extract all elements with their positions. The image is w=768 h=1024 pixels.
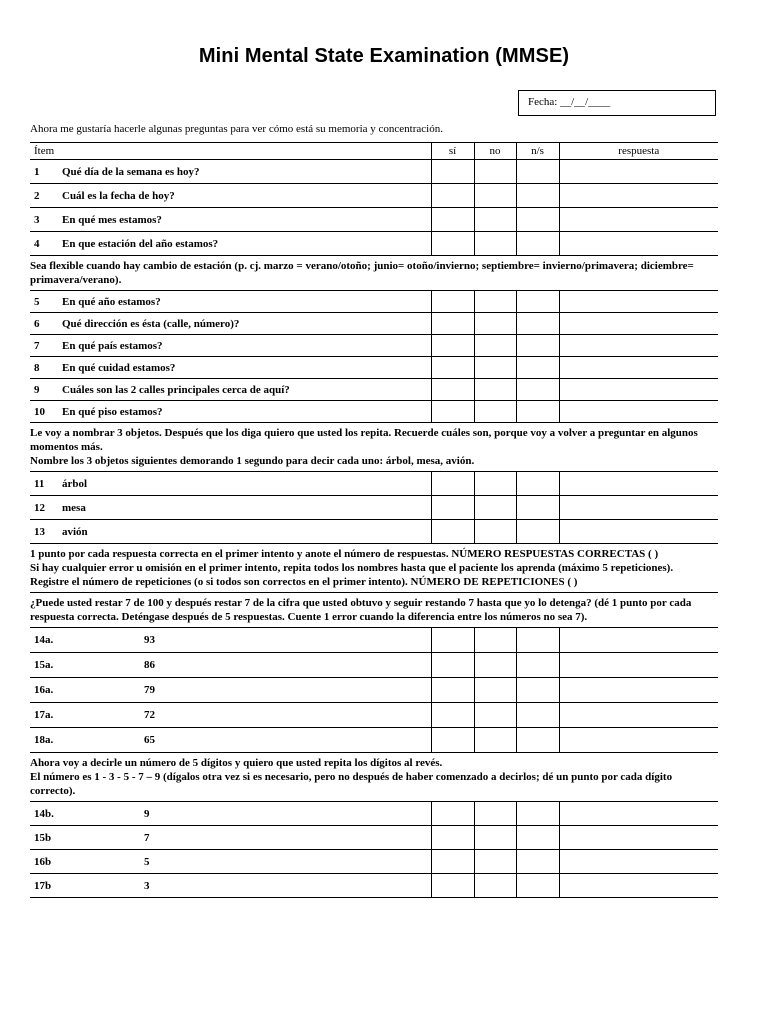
answer-response-cell[interactable] xyxy=(559,520,718,544)
item-question: mesa xyxy=(62,501,86,514)
table-row xyxy=(30,520,718,544)
item-number: 3 xyxy=(34,213,40,226)
table-row xyxy=(30,703,718,728)
answer-response-cell[interactable] xyxy=(559,379,718,401)
answer-si-cell[interactable] xyxy=(431,496,474,520)
answer-si-cell[interactable] xyxy=(431,379,474,401)
answer-si-cell[interactable] xyxy=(431,208,474,232)
answer-response-cell[interactable] xyxy=(559,232,718,256)
answer-si-cell[interactable] xyxy=(431,291,474,313)
table-row xyxy=(30,232,718,256)
expected-value: 9 xyxy=(144,807,150,820)
table-row xyxy=(30,472,718,496)
points-instruction: 1 punto por cada respuesta correcta en el primer intento y anote el número de respuestas. NÚMERO RESPUESTAS CORRECTAS ( ) xyxy=(30,548,659,560)
answer-response-cell[interactable] xyxy=(559,401,718,423)
objects-instruction: Le voy a nombrar 3 objetos. Después que los diga quiero que usted los repita. Recuerde cuáles son, porque voy a volver a preguntar en algunos momentos más. xyxy=(30,427,698,453)
item-cell xyxy=(30,728,431,753)
item-cell xyxy=(30,357,431,379)
page-title: Mini Mental State Examination (MMSE) xyxy=(198,45,570,67)
item-cell xyxy=(30,496,431,520)
table-row xyxy=(30,160,718,184)
item-cell xyxy=(30,802,431,826)
item-question: En qué piso estamos? xyxy=(62,405,163,418)
note-row xyxy=(30,423,718,472)
expected-value: 5 xyxy=(144,855,150,868)
answer-ns-cell[interactable] xyxy=(516,826,559,850)
item-question: En qué mes estamos? xyxy=(62,213,162,226)
answer-ns-cell[interactable] xyxy=(516,184,559,208)
answer-no-cell[interactable] xyxy=(474,291,516,313)
answer-response-cell[interactable] xyxy=(559,291,718,313)
answer-response-cell[interactable] xyxy=(559,703,718,728)
answer-ns-cell[interactable] xyxy=(516,628,559,653)
answer-no-cell[interactable] xyxy=(474,496,516,520)
answer-no-cell[interactable] xyxy=(474,520,516,544)
answer-no-cell[interactable] xyxy=(474,472,516,496)
answer-no-cell[interactable] xyxy=(474,874,516,898)
answer-no-cell[interactable] xyxy=(474,826,516,850)
item-question: En qué cuidad estamos? xyxy=(62,361,176,374)
table-row xyxy=(30,335,718,357)
item-cell xyxy=(30,232,431,256)
item-number: 6 xyxy=(34,317,40,330)
table-row xyxy=(30,826,718,850)
answer-response-cell[interactable] xyxy=(559,653,718,678)
answer-si-cell[interactable] xyxy=(431,850,474,874)
item-number: 2 xyxy=(34,189,40,202)
table-row xyxy=(30,802,718,826)
answer-ns-cell[interactable] xyxy=(516,291,559,313)
item-number: 8 xyxy=(34,361,40,374)
answer-no-cell[interactable] xyxy=(474,184,516,208)
item-label: 15a. xyxy=(34,659,54,671)
answer-si-cell[interactable] xyxy=(431,628,474,653)
table-row xyxy=(30,653,718,678)
answer-ns-cell[interactable] xyxy=(516,313,559,335)
answer-ns-cell[interactable] xyxy=(516,678,559,703)
table-row xyxy=(30,628,718,653)
answer-si-cell[interactable] xyxy=(431,703,474,728)
answer-response-cell[interactable] xyxy=(559,208,718,232)
answer-si-cell[interactable] xyxy=(431,728,474,753)
note-row xyxy=(30,256,718,291)
item-question: En qué año estamos? xyxy=(62,295,161,308)
item-label: 16b xyxy=(34,855,52,868)
answer-ns-cell[interactable] xyxy=(516,850,559,874)
item-cell xyxy=(30,379,431,401)
answer-no-cell[interactable] xyxy=(474,653,516,678)
header-no: no xyxy=(474,143,516,160)
item-number: 4 xyxy=(34,237,40,250)
item-question: Qué día de la semana es hoy? xyxy=(62,165,200,178)
item-cell xyxy=(30,850,431,874)
item-number: 9 xyxy=(34,383,40,396)
item-cell xyxy=(30,313,431,335)
item-cell xyxy=(30,874,431,898)
answer-response-cell[interactable] xyxy=(559,678,718,703)
expected-value: 72 xyxy=(144,709,155,721)
item-number: 1 xyxy=(34,165,40,178)
answer-si-cell[interactable] xyxy=(431,232,474,256)
note-row xyxy=(30,593,718,628)
intro-text: Ahora me gustaría hacerle algunas preguntas para ver cómo está su memoria y concentración. xyxy=(30,123,443,135)
answer-si-cell[interactable] xyxy=(431,160,474,184)
answer-si-cell[interactable] xyxy=(431,335,474,357)
answer-ns-cell[interactable] xyxy=(516,728,559,753)
item-cell xyxy=(30,160,431,184)
item-cell xyxy=(30,184,431,208)
answer-si-cell[interactable] xyxy=(431,653,474,678)
answer-no-cell[interactable] xyxy=(474,379,516,401)
answer-response-cell[interactable] xyxy=(559,802,718,826)
answer-no-cell[interactable] xyxy=(474,802,516,826)
item-cell xyxy=(30,653,431,678)
season-note: Sea flexible cuando hay cambio de estación (p. cj. marzo = verano/otoño; junio= otoño/invierno; septiembre= invierno/primavera; diciembre= primavera/verano). xyxy=(30,260,694,286)
table-row xyxy=(30,728,718,753)
answer-ns-cell[interactable] xyxy=(516,232,559,256)
item-question: Qué dirección es ésta (calle, número)? xyxy=(62,317,240,330)
answer-ns-cell[interactable] xyxy=(516,653,559,678)
answer-no-cell[interactable] xyxy=(474,335,516,357)
item-label: 14a. xyxy=(34,634,54,646)
item-label: 16a. xyxy=(34,684,54,696)
table-row xyxy=(30,850,718,874)
answer-no-cell[interactable] xyxy=(474,703,516,728)
answer-no-cell[interactable] xyxy=(474,678,516,703)
answer-no-cell[interactable] xyxy=(474,160,516,184)
item-question: árbol xyxy=(62,477,88,490)
item-cell xyxy=(30,472,431,496)
answer-ns-cell[interactable] xyxy=(516,520,559,544)
objects-list-instruction: Nombre los 3 objetos siguientes demorando 1 segundo para decir cada uno: árbol, mesa, avión. xyxy=(30,455,475,467)
repetitions-instruction: Si hay cualquier error u omisión en el primer intento, repita todos los nombres hasta que el paciente los aprenda (máximo 5 repeticiones). Registre el número de repeticiones (o si todos son correctos en el primer intento). NÚMERO DE REPETICIONES ( ) xyxy=(30,562,674,588)
item-cell xyxy=(30,628,431,653)
answer-no-cell[interactable] xyxy=(474,628,516,653)
note-row xyxy=(30,544,718,593)
item-number: 7 xyxy=(34,339,40,352)
expected-value: 3 xyxy=(144,879,150,892)
answer-ns-cell[interactable] xyxy=(516,160,559,184)
table-row xyxy=(30,874,718,898)
answer-ns-cell[interactable] xyxy=(516,379,559,401)
table-row xyxy=(30,291,718,313)
answer-ns-cell[interactable] xyxy=(516,802,559,826)
table-row xyxy=(30,357,718,379)
table-row xyxy=(30,496,718,520)
item-label: 15b xyxy=(34,831,52,844)
item-question: avión xyxy=(62,525,88,538)
answer-no-cell[interactable] xyxy=(474,850,516,874)
header-respuesta: respuesta xyxy=(559,143,718,160)
header-si: sí xyxy=(431,143,474,160)
item-question: Cuáles son las 2 calles principales cerca de aquí? xyxy=(62,383,290,396)
item-label: 17a. xyxy=(34,709,54,721)
expected-value: 86 xyxy=(144,659,155,671)
answer-ns-cell[interactable] xyxy=(516,472,559,496)
answer-no-cell[interactable] xyxy=(474,232,516,256)
answer-response-cell[interactable] xyxy=(559,874,718,898)
answer-response-cell[interactable] xyxy=(559,160,718,184)
item-number: 13 xyxy=(34,525,45,538)
answer-response-cell[interactable] xyxy=(559,728,718,753)
item-question: En que estación del año estamos? xyxy=(62,237,219,250)
expected-value: 79 xyxy=(144,684,155,696)
note-row xyxy=(30,753,718,802)
item-cell xyxy=(30,291,431,313)
table-row xyxy=(30,184,718,208)
date-field[interactable]: Fecha: __/__/____ xyxy=(518,90,716,116)
header-item: Ítem xyxy=(30,143,431,160)
expected-value: 93 xyxy=(144,634,155,646)
digits-detail: El número es 1 - 3 - 5 - 7 – 9 (dígalos otra vez si es necesario, pero no después de haber comenzado a decirlos; dé un punto por cada dígito correcto). xyxy=(30,771,673,797)
table-row xyxy=(30,678,718,703)
answer-response-cell[interactable] xyxy=(559,628,718,653)
answer-no-cell[interactable] xyxy=(474,728,516,753)
item-cell xyxy=(30,208,431,232)
answer-no-cell[interactable] xyxy=(474,208,516,232)
item-cell xyxy=(30,826,431,850)
answer-si-cell[interactable] xyxy=(431,826,474,850)
answer-no-cell[interactable] xyxy=(474,401,516,423)
item-cell xyxy=(30,678,431,703)
answer-response-cell[interactable] xyxy=(559,472,718,496)
answer-response-cell[interactable] xyxy=(559,335,718,357)
answer-ns-cell[interactable] xyxy=(516,496,559,520)
table-row xyxy=(30,401,718,423)
answer-ns-cell[interactable] xyxy=(516,703,559,728)
answer-ns-cell[interactable] xyxy=(516,335,559,357)
item-label: 17b xyxy=(34,879,52,892)
item-label: 14b. xyxy=(34,807,54,820)
answer-response-cell[interactable] xyxy=(559,826,718,850)
answer-no-cell[interactable] xyxy=(474,357,516,379)
answer-ns-cell[interactable] xyxy=(516,401,559,423)
table-row xyxy=(30,208,718,232)
answer-si-cell[interactable] xyxy=(431,184,474,208)
answer-response-cell[interactable] xyxy=(559,313,718,335)
answer-response-cell[interactable] xyxy=(559,496,718,520)
answer-response-cell[interactable] xyxy=(559,357,718,379)
item-cell xyxy=(30,335,431,357)
expected-value: 7 xyxy=(144,831,150,844)
item-number: 11 xyxy=(34,477,45,490)
item-cell xyxy=(30,520,431,544)
answer-si-cell[interactable] xyxy=(431,520,474,544)
mmse-table xyxy=(30,142,718,898)
answer-response-cell[interactable] xyxy=(559,184,718,208)
answer-no-cell[interactable] xyxy=(474,313,516,335)
answer-si-cell[interactable] xyxy=(431,357,474,379)
answer-si-cell[interactable] xyxy=(431,678,474,703)
table-header xyxy=(30,143,718,160)
answer-response-cell[interactable] xyxy=(559,850,718,874)
answer-ns-cell[interactable] xyxy=(516,357,559,379)
header-ns: n/s xyxy=(516,143,559,160)
answer-ns-cell[interactable] xyxy=(516,874,559,898)
answer-si-cell[interactable] xyxy=(431,802,474,826)
answer-si-cell[interactable] xyxy=(431,313,474,335)
item-cell xyxy=(30,401,431,423)
answer-si-cell[interactable] xyxy=(431,472,474,496)
item-number: 5 xyxy=(34,295,40,308)
table-row xyxy=(30,379,718,401)
answer-si-cell[interactable] xyxy=(431,401,474,423)
item-question: Cuál es la fecha de hoy? xyxy=(62,189,175,202)
item-number: 12 xyxy=(34,501,45,514)
answer-ns-cell[interactable] xyxy=(516,208,559,232)
table-row xyxy=(30,313,718,335)
expected-value: 65 xyxy=(144,734,155,746)
subtraction-instruction: ¿Puede usted restar 7 de 100 y después restar 7 de la cifra que usted obtuvo y seguir restando 7 hasta que yo lo detenga? (dé 1 punto por cada respuesta correcta. Deténgase después de 5 respuestas. Cuente 1 error cuando la diferencia entre los números no sea 7). xyxy=(30,597,692,623)
answer-si-cell[interactable] xyxy=(431,874,474,898)
item-number: 10 xyxy=(34,405,45,418)
item-label: 18a. xyxy=(34,734,54,746)
digits-instruction: Ahora voy a decirle un número de 5 dígitos y quiero que usted repita los dígitos al revés. xyxy=(30,757,443,769)
item-cell xyxy=(30,703,431,728)
item-question: En qué país estamos? xyxy=(62,339,163,352)
